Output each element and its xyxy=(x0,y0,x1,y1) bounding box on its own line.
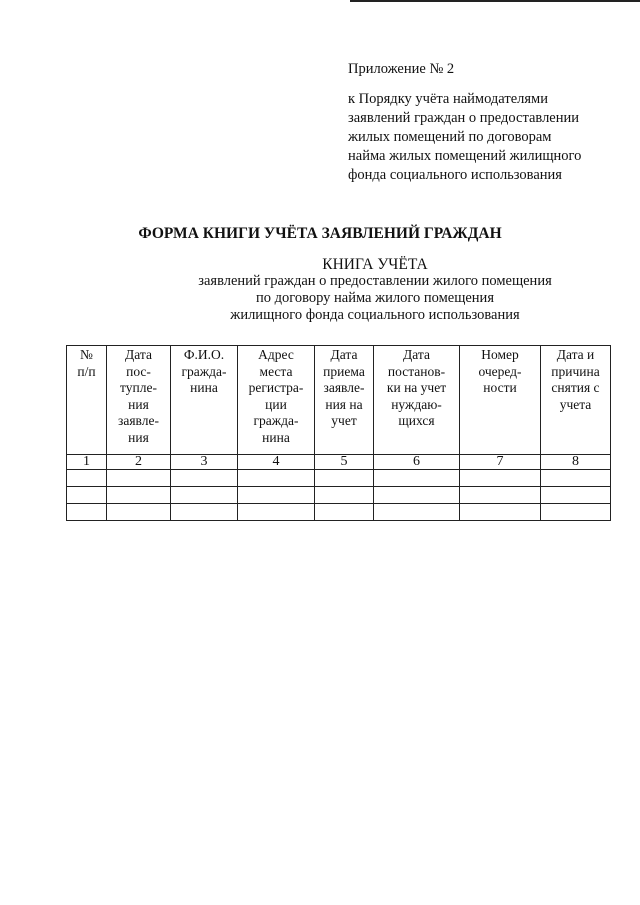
column-header-line: нина xyxy=(190,380,218,395)
column-numbers-row xyxy=(67,455,611,470)
table-cell xyxy=(107,504,171,521)
column-header-line: ности xyxy=(483,380,517,395)
column-number: 5 xyxy=(315,455,374,470)
subtitle-line: КНИГА УЧЁТА xyxy=(322,256,428,273)
column-header-line: заявле- xyxy=(118,413,159,428)
column-header-line: очеред- xyxy=(478,363,522,379)
column-header-line: нина xyxy=(262,429,290,445)
appendix-line: заявлений граждан о предоставлении xyxy=(348,110,580,126)
column-header-line: Дата xyxy=(403,347,430,362)
appendix-line: к Порядку учёта наймодателями xyxy=(348,91,548,107)
column-header xyxy=(107,346,171,455)
column-header-line: Ф.И.О. xyxy=(183,347,225,362)
appendix-title: Приложение № 2 xyxy=(348,61,455,77)
column-header-line: снятия с xyxy=(551,380,600,395)
column-header xyxy=(67,346,107,455)
column-number: 3 xyxy=(171,455,238,470)
table-cell xyxy=(238,470,315,487)
subtitle-line: заявлений граждан о предоставлении жилого помещения xyxy=(198,273,552,289)
column-number: 2 xyxy=(107,455,171,470)
column-header-line: ния xyxy=(128,429,149,445)
table-cell xyxy=(541,504,611,521)
table-cell xyxy=(315,470,374,487)
column-header-line: учет xyxy=(331,413,357,428)
table-cell xyxy=(374,504,460,521)
table-row xyxy=(67,470,611,487)
column-number: 8 xyxy=(541,455,611,470)
appendix-line: фонда социального использования xyxy=(348,167,562,183)
appendix-line: найма жилых помещений жилищного xyxy=(348,148,582,164)
table-cell xyxy=(67,487,107,504)
column-header-line: учета xyxy=(559,396,592,412)
subtitle-line: по договору найма жилого помещения xyxy=(256,290,494,306)
column-header xyxy=(315,346,374,455)
column-header-line: ния xyxy=(128,396,149,412)
table-cell xyxy=(238,487,315,504)
table-cell xyxy=(374,487,460,504)
column-header xyxy=(460,346,541,455)
column-header xyxy=(541,346,611,455)
table-cell xyxy=(67,504,107,521)
column-header-line: места xyxy=(259,363,293,379)
column-header-line: Дата xyxy=(330,347,358,362)
column-number: 4 xyxy=(238,455,315,470)
table-cell xyxy=(171,504,238,521)
column-header-line: Дата и xyxy=(556,347,595,362)
table-cell xyxy=(107,487,171,504)
column-header-line: нуждаю- xyxy=(391,396,442,412)
column-header-line: пос- xyxy=(126,363,151,379)
appendix-block xyxy=(348,60,628,185)
table-cell xyxy=(315,504,374,521)
appendix-line: жилых помещений по договорам xyxy=(348,129,552,145)
column-header-line: № xyxy=(80,347,93,362)
column-header xyxy=(374,346,460,455)
column-header-line: щихся xyxy=(398,413,435,428)
column-number: 1 xyxy=(67,455,107,470)
table-cell xyxy=(541,470,611,487)
form-heading: ФОРМА КНИГИ УЧЁТА ЗАЯВЛЕНИЙ ГРАЖДАН xyxy=(138,225,502,242)
column-header-line: Номер xyxy=(481,347,519,362)
table-cell xyxy=(238,504,315,521)
column-header-line: Адрес xyxy=(258,347,294,362)
table-row xyxy=(67,504,611,521)
column-header-line: п/п xyxy=(77,363,96,379)
column-header-line: гражда- xyxy=(181,363,227,379)
column-header xyxy=(238,346,315,455)
table-cell xyxy=(541,487,611,504)
table-cell xyxy=(460,504,541,521)
column-header-line: заявле- xyxy=(323,380,365,395)
top-rule xyxy=(350,0,640,2)
table-header-row xyxy=(67,346,611,455)
table-cell xyxy=(171,470,238,487)
table-cell xyxy=(315,487,374,504)
table-cell xyxy=(460,487,541,504)
column-header-line: тупле- xyxy=(120,380,157,395)
table-cell xyxy=(374,470,460,487)
table-cell xyxy=(171,487,238,504)
table-cell xyxy=(460,470,541,487)
book-subtitle xyxy=(0,256,640,324)
column-header xyxy=(171,346,238,455)
column-header-line: ции xyxy=(265,396,287,412)
table-row xyxy=(67,487,611,504)
column-header-line: регистра- xyxy=(248,380,304,395)
registration-table xyxy=(66,345,611,521)
column-header-line: приема xyxy=(323,363,365,379)
column-header-line: гражда- xyxy=(253,413,299,428)
subtitle-line: жилищного фонда социального использования xyxy=(230,307,520,323)
column-header-line: ки на учет xyxy=(386,380,447,395)
table-cell xyxy=(107,470,171,487)
column-header-line: причина xyxy=(551,363,600,379)
column-number: 6 xyxy=(374,455,460,470)
column-header-line: ния на xyxy=(325,396,363,412)
column-header-line: Дата xyxy=(125,347,152,362)
column-number: 7 xyxy=(460,455,541,470)
column-header-line: постанов- xyxy=(387,363,446,379)
table-cell xyxy=(67,470,107,487)
